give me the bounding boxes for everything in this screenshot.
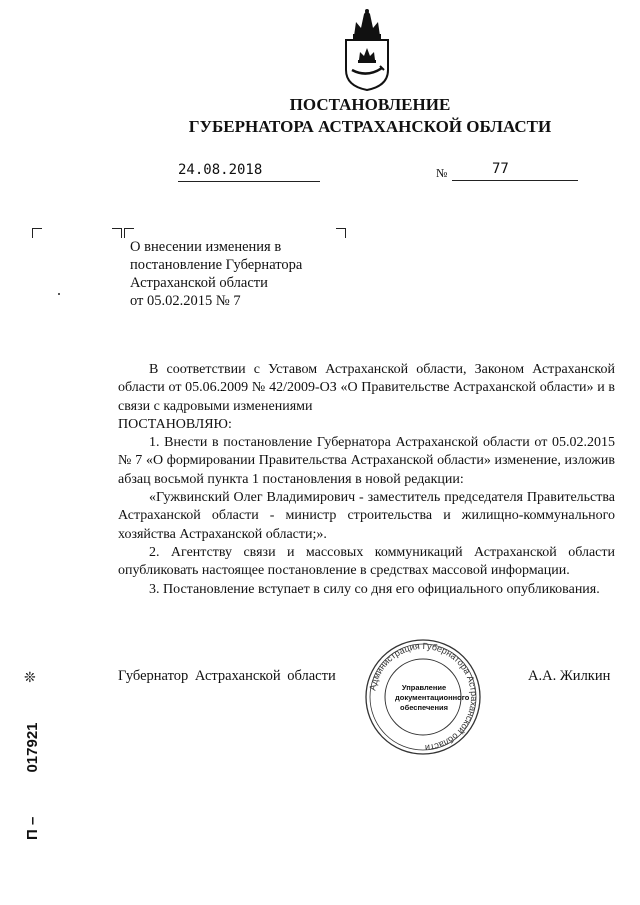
- speck-dot: [58, 293, 60, 295]
- body-paragraph: 1. Внести в постановление Губернатора Астраханской области от 05.02.2015 № 7 «О формировании Правительства Астраханской области» изменение, изложив абзац восьмой пункта 1 постановления в новой редакции:: [118, 435, 615, 487]
- subject-line: О внесении изменения в: [130, 239, 282, 255]
- document-number: 77: [492, 161, 509, 177]
- date-underline: [178, 181, 320, 182]
- document-body: [118, 361, 615, 599]
- number-underline: [452, 180, 578, 181]
- form-serial-number: [24, 722, 41, 840]
- margin-asterisk-mark: ❊: [24, 671, 36, 686]
- body-paragraph: «Гужвинский Олег Владимирович - заместитель председателя Правительства Астраханской области - министр строительства и жилищно-коммунального хозяйства Астраханской области;».: [118, 490, 615, 542]
- stamp-line: Управление: [401, 683, 447, 692]
- subject-line: постановление Губернатора: [130, 257, 303, 273]
- subject-line: Астраханской области: [130, 275, 268, 291]
- stamp-center-text: [395, 683, 470, 713]
- corner-bracket-subject-start-b: [124, 228, 134, 238]
- corner-bracket-left: [32, 228, 42, 238]
- signatory-name: А.А. Жилкин: [528, 668, 611, 684]
- document-type-title: ПОСТАНОВЛЕНИЕ: [289, 95, 451, 114]
- serial-prefix: П –: [24, 816, 41, 840]
- signatory-position: Губернатор Астраханской области: [118, 668, 336, 684]
- subject-line: от 05.02.2015 № 7: [130, 293, 241, 309]
- document-date: 24.08.2018: [178, 162, 263, 178]
- corner-bracket-subject-start-a: [112, 228, 122, 238]
- decree-word: ПОСТАНОВЛЯЮ:: [118, 416, 232, 432]
- serial-number: 017921: [24, 722, 41, 773]
- number-sign: №: [436, 166, 448, 180]
- stamp-ring-text: Администрация Губернатора Астраханской области: [367, 640, 480, 754]
- issuer-title: ГУБЕРНАТОРА АСТРАХАНСКОЙ ОБЛАСТИ: [188, 117, 552, 136]
- body-paragraph: 2. Агентству связи и массовых коммуникаций Астраханской области опубликовать настоящее постановление в средствах массовой информации.: [118, 544, 615, 579]
- stamp-line: обеспечения: [399, 703, 448, 712]
- subject-block: [130, 238, 360, 310]
- coat-of-arms-emblem: [340, 8, 394, 92]
- stamp-line: документационного: [395, 693, 470, 702]
- body-paragraph: 3. Постановление вступает в силу со дня его официального опубликования.: [149, 581, 600, 597]
- corner-bracket-subject-end: [336, 228, 346, 238]
- body-paragraph: В соответствии с Уставом Астраханской области, Законом Астраханской области от 05.06.2009 № 42/2009-ОЗ «О Правительстве Астраханской области» и в связи с кадровыми изменениями: [118, 362, 615, 414]
